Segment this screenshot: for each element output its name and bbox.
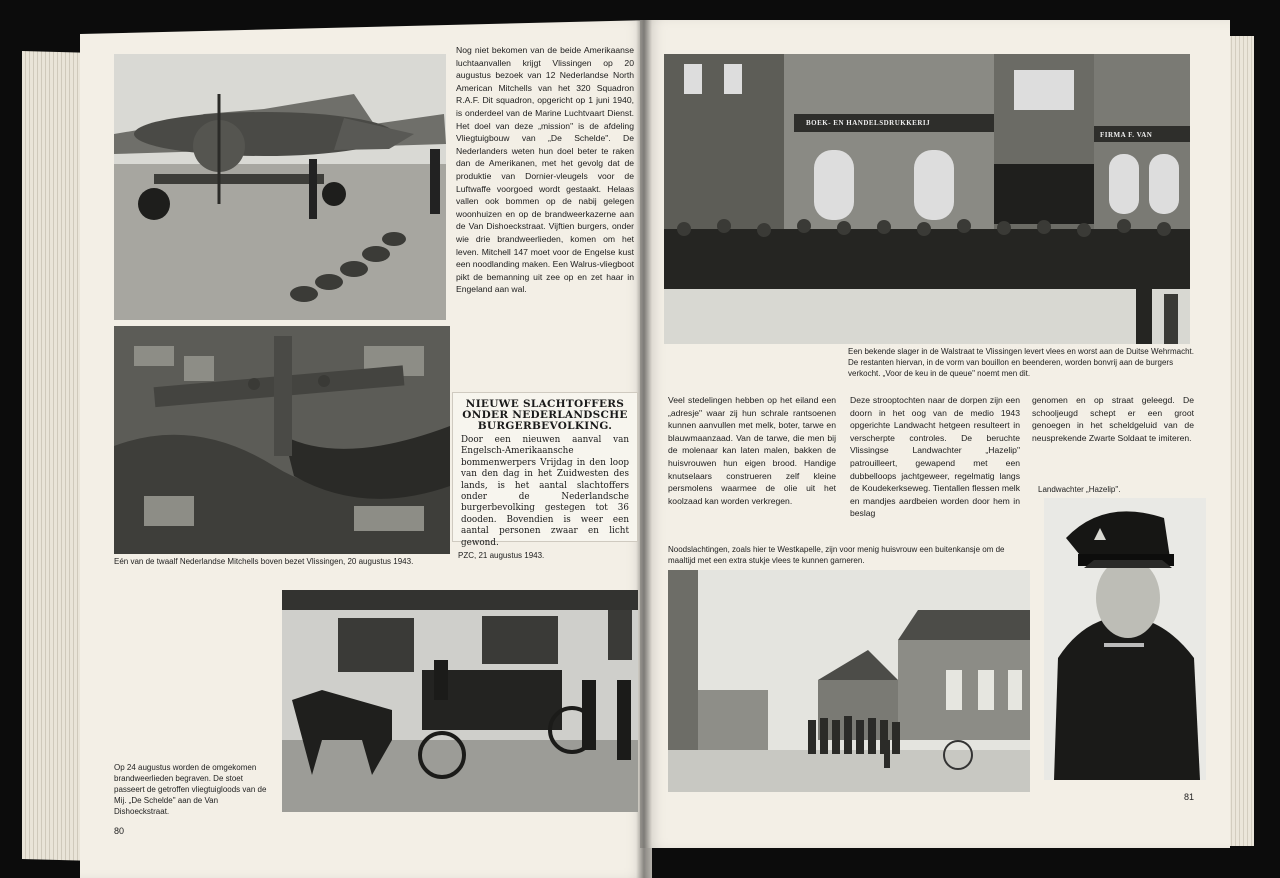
- funeral-photo: [282, 590, 638, 812]
- funeral-photo-caption: Op 24 augustus worden de omgekomen brandweerlieden begraven. De stoet passeert de getroffen vliegtuigloods van de Mij. „De Schelde" aan de Van Dishoeckstraat.: [114, 763, 267, 816]
- westkapelle-street-photo: [668, 570, 1030, 792]
- slaughter-caption: Noodslachtingen, zoals hier te Westkapelle, zijn voor menig huisvrouw een buitenkansje om de maaltijd met een extra stukje vlees te kunnen garneren.: [668, 545, 1005, 565]
- text-column-1: Veel stedelingen hebben op het eiland een „adresje" waar zij hun schrale rantsoenen kunnen aanvullen met melk, boter, tarwe en blauwmaanzaad. Van de tarwe, die men bij de molenaar kan laten malen, bakken de huisvrouwen hun eigen brood. Handige knutselaars construeren zelf kleine persmolens waarmee de olie uit het koolzaad kan worden verkregen.: [668, 395, 836, 506]
- newspaper-clipping: [452, 392, 638, 548]
- article-text: Nog niet bekomen van de beide Amerikaanse luchtaanvallen krijgt Vlissingen op 20 augustus bezoek van 12 Nederlandse North American Mitchells van het 320 Squadron R.A.F. Dit squadron, opgericht op 1 juni 1940, is onderdeel van de Marine Luchtvaart Dienst. Het doel van deze „mission" is de afdeling Vliegtuigbouw van „De Schelde". De Nederlanders weten hun doel beter te raken dan de Amerikanen, met het gevolg dat de produktie van Dornier-vleugels voor de Luftwaffe voorgoed wordt gestaakt. Helaas vallen ook bommen op de nabij gelegen woonhuizen en op de brandweerkazerne aan de Van Dishoeckstraat. Vijftien burgers, onder wie drie brandweerlieden, komen om het leven. Mitchell 147 moet voor de Engelse kust een noodlanding maken. Een Walrus-vliegboot pikt de bemanning uit zee op en zet haar in Engeland aan wal.: [456, 45, 634, 295]
- clipping-source: PZC, 21 augustus 1943.: [458, 551, 545, 560]
- shop-sign-right: FIRMA F. VAN: [1100, 131, 1153, 139]
- landwachter-portrait-photo: [1044, 498, 1206, 780]
- page-number-left: 80: [114, 826, 125, 836]
- queue-street-photo: [664, 54, 1190, 344]
- mitchell-bomber-photo: [114, 54, 446, 320]
- shop-sign-left: BOEK- EN HANDELSDRUKKERIJ: [806, 119, 931, 127]
- text-column-3: genomen en op straat geleegd. De schooljeugd schept er een groot genoegen in het scheldgeluid van de neusprekende Zwarte Soldaat te imiteren.: [1032, 395, 1194, 443]
- portrait-caption: Landwachter „Hazelip".: [1038, 485, 1121, 494]
- aerial-photo: [114, 326, 450, 554]
- text-column-2: Deze strooptochten naar de dorpen zijn een doorn in het oog van de medio 1943 opgerichte Landwacht hetgeen resulteert in verscherpte controles. De beruchte Vlissingse Landwachter „Hazelip" patrouilleert, gewapend met een dubbelloops jachtgeweer, regelmatig langs de Koudekerkseweg. Tientallen flessen melk en mandjes aardbeien worden door hem in beslag: [850, 395, 1020, 519]
- book-gutter: [636, 20, 652, 878]
- butcher-caption: Een bekende slager in de Walstraat te Vlissingen levert vlees en worst aan de Duitse Wehrmacht. De restanten hiervan, in de vorm van bouillon en beenderen, worden bonvrij aan de burgers verkocht. „Voor de keu in de queue" noemt men dit.: [848, 347, 1194, 378]
- clipping-headline: NIEUWE SLACHTOFFERS ONDER NEDERLANDSCHE BURGERBEVOLKING.: [462, 398, 628, 432]
- page-number-right: 81: [1184, 792, 1195, 802]
- aerial-photo-caption: Eén van de twaalf Nederlandse Mitchells boven bezet Vlissingen, 20 augustus 1943.: [114, 557, 414, 566]
- clipping-body: Door een nieuwen aanval van Engelsch-Amerikaansche bommenwerpers Vrijdag in den loop van den dag in het Zuidwesten des lands, is het aantal slachtoffers onder de Nederlandsche burgerbevolking gestegen tot 36 dooden. Bovendien is weer een aantal personen zwaar en licht gewond.: [461, 435, 629, 548]
